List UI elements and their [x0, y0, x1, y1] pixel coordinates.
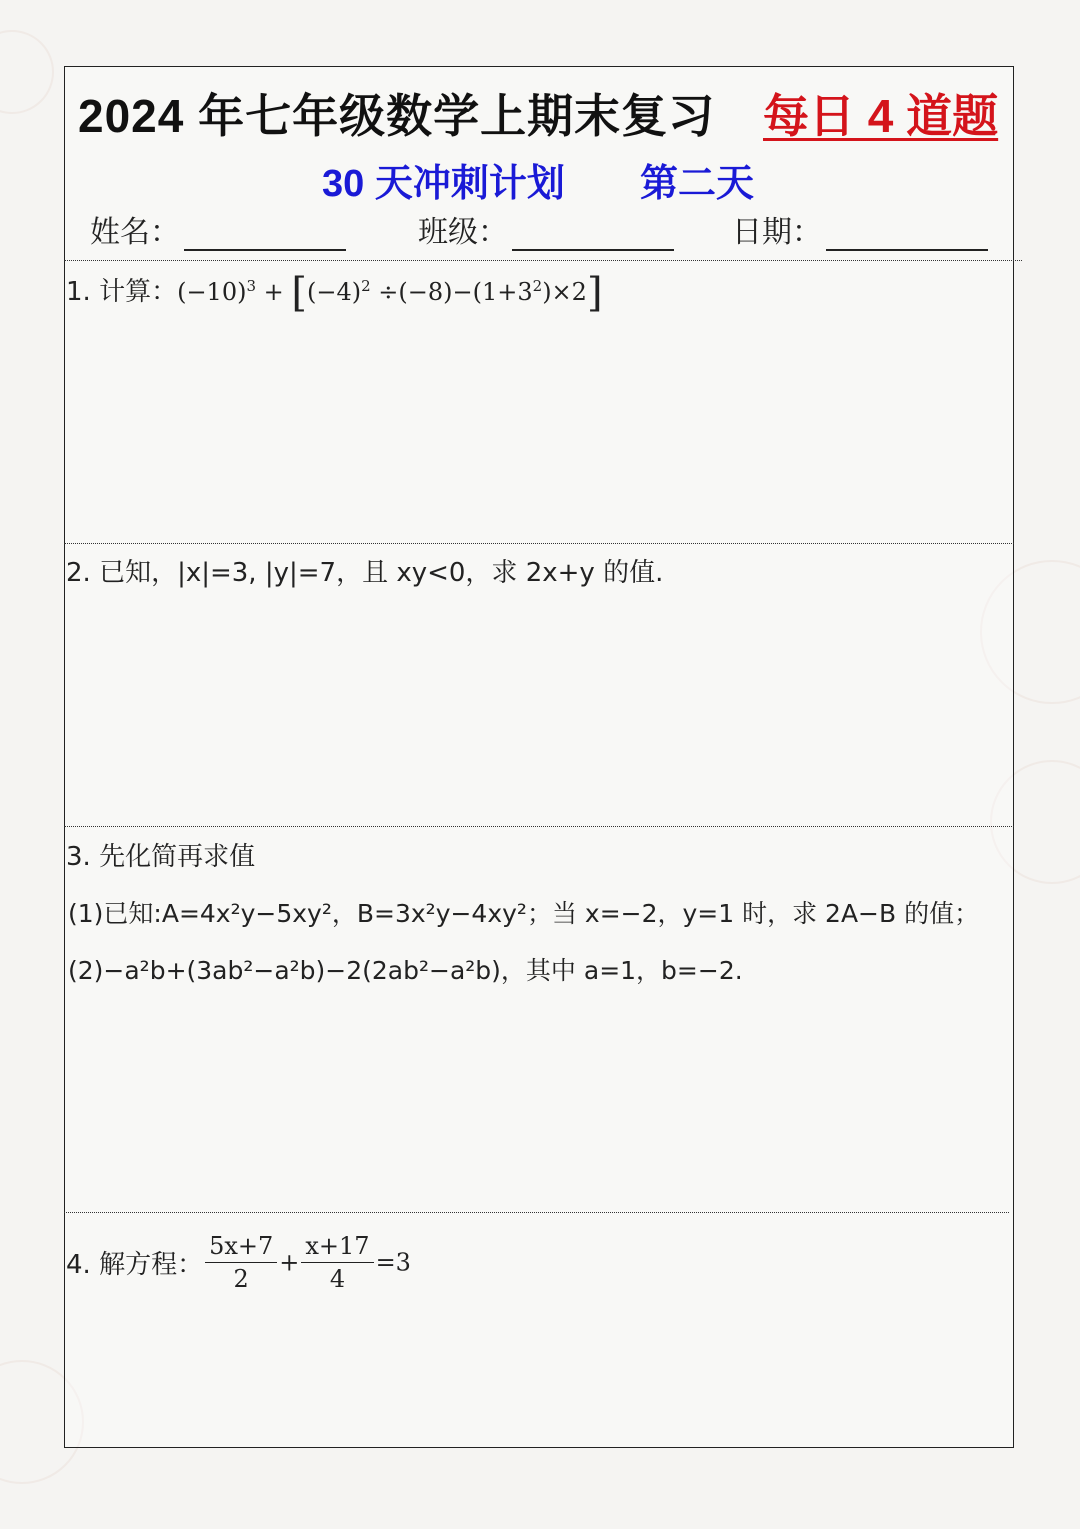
fraction-1 [205, 1230, 277, 1295]
worksheet-title: 2024 年七年级数学上期末复习 [78, 90, 716, 142]
daily-questions-badge: 每日 4 道题 [763, 90, 999, 142]
question-1-label: 1. 计算： [66, 277, 178, 307]
equation-rhs: =3 [375, 1248, 411, 1277]
expr-exponent: 2 [532, 277, 543, 295]
expr-operator: + [263, 278, 284, 306]
fraction-2-denominator: 4 [329, 1265, 346, 1293]
question-4 [66, 1230, 411, 1295]
expr-term: (−4) [307, 278, 362, 306]
fraction-1-denominator: 2 [233, 1265, 249, 1293]
divider [64, 826, 1014, 827]
plan-subtitle: 30 天冲刺计划 [322, 163, 565, 205]
background-swirl [0, 30, 54, 114]
fraction-2-numerator: x+17 [301, 1230, 373, 1263]
fraction-1-numerator: 5x+7 [205, 1230, 277, 1263]
left-bracket: [ [291, 270, 307, 316]
divider [64, 1212, 1009, 1213]
fraction-2 [301, 1230, 373, 1295]
question-1-expression [177, 270, 603, 316]
question-3-part-1: (1)已知:A=4x²y−5xy²，B=3x²y−4xy²；当 x=−2，y=1 时，求 2A−B 的值； [68, 899, 980, 928]
right-bracket: ] [586, 270, 603, 316]
question-3-title: 3. 先化简再求值 [66, 842, 256, 872]
day-subtitle: 第二天 [640, 163, 755, 205]
name-blank[interactable] [184, 219, 346, 251]
date-blank[interactable] [826, 219, 988, 251]
date-label: 日期： [732, 215, 822, 250]
expr-term: ÷(−8)−(1+3 [378, 278, 533, 306]
date-field [732, 207, 988, 251]
class-label: 班级： [418, 215, 508, 250]
question-2: 2. 已知，|x|=3, |y|=7，且 xy<0，求 2x+y 的值. [66, 558, 664, 588]
class-blank[interactable] [512, 219, 674, 251]
expr-exponent: 3 [246, 277, 256, 295]
name-label: 姓名： [90, 215, 180, 250]
class-field [418, 207, 674, 251]
divider [64, 260, 1022, 261]
expr-term: )×2 [542, 278, 587, 306]
name-field [90, 207, 346, 251]
question-3-part-2: (2)−a²b+(3ab²−a²b)−2(2ab²−a²b)，其中 a=1，b=−2. [68, 956, 743, 985]
question-4-label: 4. 解方程： [66, 1250, 204, 1280]
divider [64, 543, 1014, 544]
expr-term: (−10) [177, 278, 247, 306]
equation-operator: + [279, 1248, 300, 1277]
expr-exponent: 2 [361, 277, 371, 295]
question-1 [66, 270, 603, 316]
